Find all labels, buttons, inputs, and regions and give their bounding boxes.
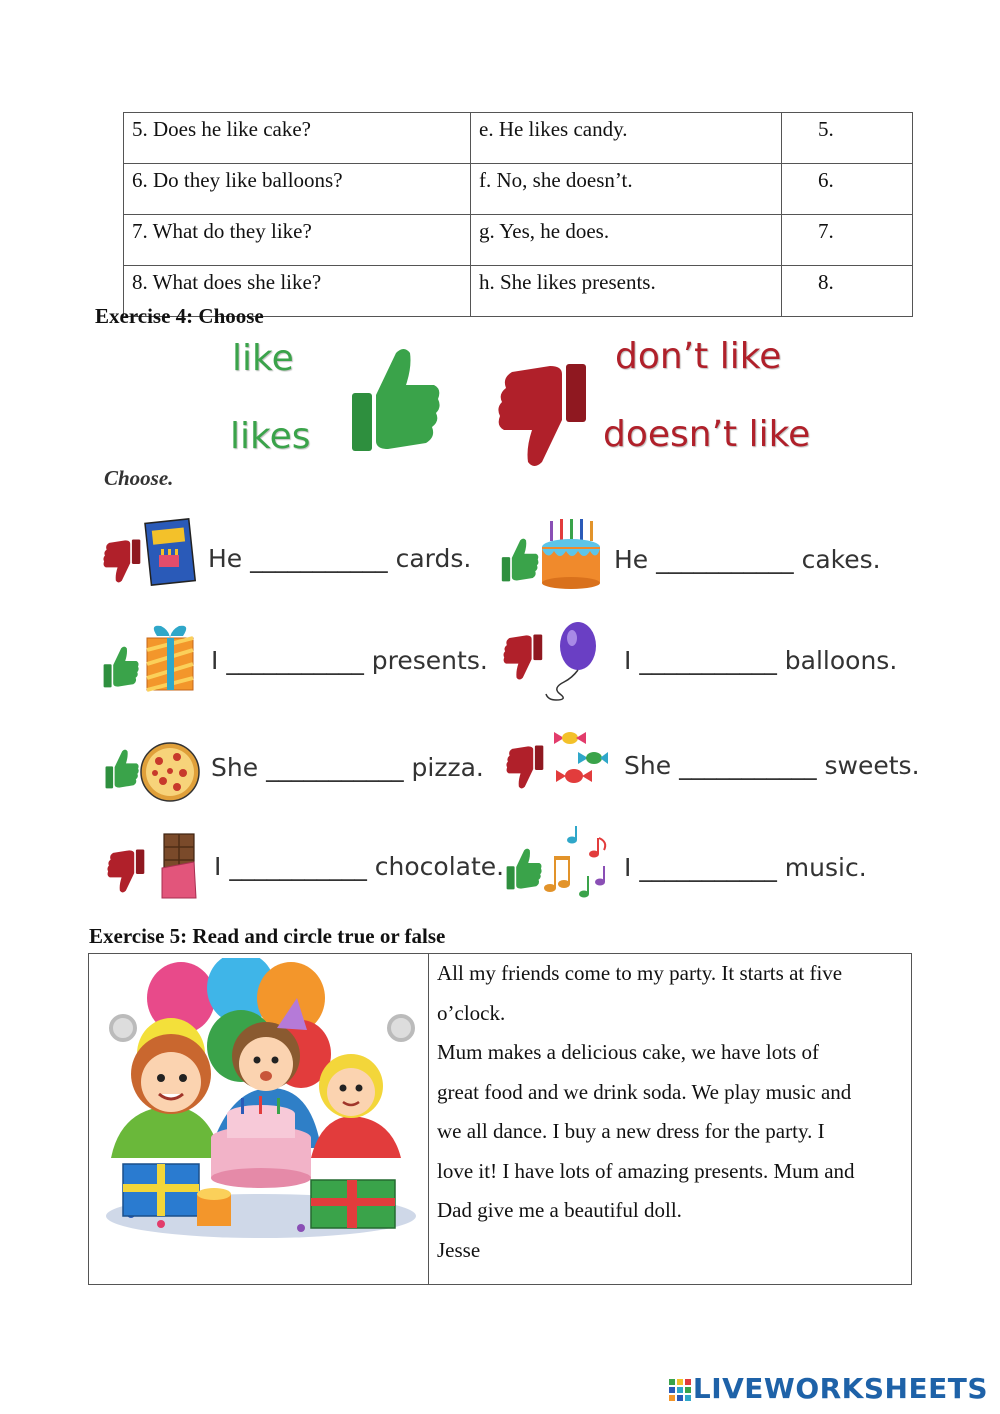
brand-text: LIVEWORKSHEETS: [692, 1372, 988, 1405]
question-cell: 5. Does he like cake?: [124, 113, 471, 164]
number-cell[interactable]: 5.: [782, 113, 913, 164]
answer-cell: g. Yes, he does.: [471, 215, 782, 266]
sentence-5: [211, 753, 484, 782]
subject: I: [624, 853, 632, 882]
answer-blank[interactable]: ___________: [656, 545, 794, 574]
brand-icon: [669, 1377, 691, 1401]
sentence-3: [211, 646, 488, 675]
reading-box: [88, 953, 912, 1285]
answer-cell: e. He likes candy.: [471, 113, 782, 164]
object: cards.: [395, 544, 472, 573]
sentence-7: [214, 852, 504, 881]
number-cell[interactable]: 6.: [782, 164, 913, 215]
thumbs-down-icon: [102, 536, 142, 586]
thumbs-up-icon: [505, 846, 543, 892]
birthday-card-icon: [144, 515, 196, 587]
thumbs-up-icon: [102, 644, 140, 690]
number-cell[interactable]: 8.: [782, 266, 913, 317]
party-illustration: [101, 958, 419, 1280]
thumbs-up-icon: [500, 537, 540, 583]
object: presents.: [371, 646, 488, 675]
music-notes-icon: [542, 826, 614, 904]
answer-blank[interactable]: ___________: [266, 753, 404, 782]
subject: She: [211, 753, 259, 782]
text-line: o’clock.: [437, 1000, 506, 1025]
subject: He: [208, 544, 243, 573]
question-cell: 6. Do they like balloons?: [124, 164, 471, 215]
sentence-2: [614, 545, 881, 574]
answer-blank[interactable]: ___________: [639, 646, 777, 675]
object: music.: [784, 853, 867, 882]
number-cell[interactable]: 7.: [782, 215, 913, 266]
text-line: love it! I have lots of amazing presents. Mum and: [437, 1158, 855, 1183]
answer-blank[interactable]: ___________: [679, 751, 817, 780]
object: balloons.: [784, 646, 898, 675]
text-line: Mum makes a delicious cake, we have lots of: [437, 1040, 819, 1064]
matching-table: [123, 112, 913, 317]
exercise-4-title: Exercise 4: Choose: [95, 304, 264, 328]
sweets-icon: [548, 726, 608, 792]
balloon-icon: [542, 620, 600, 702]
like-word: like: [232, 338, 294, 379]
subject: She: [624, 751, 672, 780]
text-line: great food and we drink soda. We play music and: [437, 1079, 852, 1104]
table-row: [124, 113, 913, 164]
sentence-8: [624, 853, 867, 882]
dont-like-word: don’t like: [615, 336, 782, 377]
question-cell: 7. What do they like?: [124, 215, 471, 266]
object: sweets.: [824, 751, 920, 780]
text-line: Jesse: [437, 1237, 481, 1262]
exercise-5-title: Exercise 5: Read and circle true or false: [89, 924, 446, 948]
doesnt-like-word: doesn’t like: [603, 414, 811, 455]
answer-cell: h. She likes presents.: [471, 266, 782, 317]
answer-cell: f. No, she doesn’t.: [471, 164, 782, 215]
table-row: [124, 164, 913, 215]
sentence-1: [208, 544, 471, 573]
present-icon: [143, 622, 197, 694]
likes-word: likes: [230, 416, 311, 457]
thumbs-down-icon: [106, 846, 146, 896]
text-line: we all dance. I buy a new dress for the party. I: [437, 1119, 825, 1143]
object: pizza.: [411, 753, 484, 782]
text-line: All my friends come to my party. It starts at five: [437, 961, 843, 985]
answer-blank[interactable]: ___________: [229, 852, 367, 881]
brand-logo[interactable]: [669, 1372, 988, 1405]
answer-blank[interactable]: ___________: [226, 646, 364, 675]
sentence-6: [624, 751, 920, 780]
birthday-cake-icon: [540, 517, 602, 589]
subject: I: [214, 852, 222, 881]
answer-blank[interactable]: ___________: [639, 853, 777, 882]
thumbs-down-icon: [495, 360, 590, 470]
object: cakes.: [801, 545, 881, 574]
question-cell: 8. What does she like?: [124, 266, 471, 317]
answer-blank[interactable]: ___________: [250, 544, 388, 573]
thumbs-down-icon: [502, 632, 544, 682]
sentence-4: [624, 646, 897, 675]
subject: I: [211, 646, 219, 675]
text-line: Dad give me a beautiful doll.: [437, 1198, 682, 1222]
pizza-icon: [139, 741, 201, 803]
thumbs-up-icon: [104, 746, 140, 792]
thumbs-down-icon: [505, 743, 545, 791]
table-row: [124, 215, 913, 266]
object: chocolate.: [374, 852, 505, 881]
thumbs-up-icon: [348, 345, 443, 455]
column-divider: [428, 954, 429, 1284]
subject: I: [624, 646, 632, 675]
chocolate-icon: [158, 832, 198, 900]
reading-text: [437, 954, 901, 1270]
subject: He: [614, 545, 649, 574]
choose-label: Choose.: [104, 466, 174, 490]
